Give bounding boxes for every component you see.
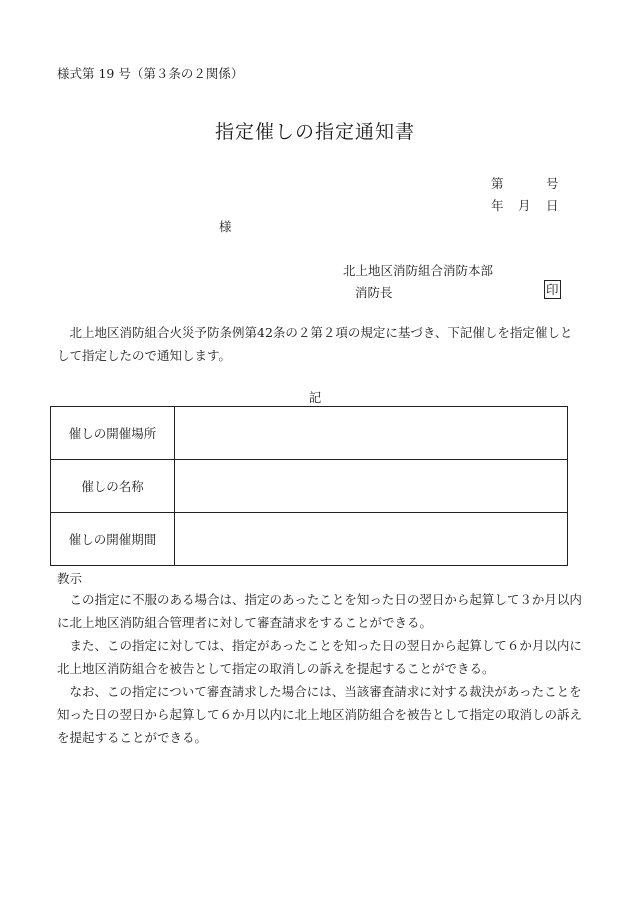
number-dai: 第 [491,176,504,191]
table-row [51,513,568,566]
issuer-chief: 消防長 [355,285,393,300]
number-go: 号 [546,176,559,191]
instruction-paragraph: また、この指定に対しては、指定があったことを知った日の翌日から起算して６か月以内に北上地区消防組合を被告として指定の取消しの訴えを提起することができる。 [57,638,582,676]
venue-label: 催しの開催場所 [51,407,175,460]
notice-body [57,321,577,367]
event-name-value [175,460,568,513]
ki-marker: 記 [308,390,322,405]
detail-table [50,406,568,566]
form-number: 様式第 19 号（第３条の２関係） [57,66,244,81]
document-title: 指定催しの指定通知書 [214,121,415,143]
event-period-label: 催しの開催期間 [51,513,175,566]
seal-mark: 印 [546,282,559,297]
instructions [57,588,582,749]
table-row [51,460,568,513]
instruction-paragraph: この指定に不服のある場合は、指定のあったことを知った日の翌日から起算して３か月以内に北上地区消防組合管理者に対して審査請求をすることができる。 [57,592,582,630]
notice-body-text: 北上地区消防組合火災予防条例第42条の２第２項の規定に基づき、下記催しを指定催しとして指定したので通知します。 [57,325,573,363]
venue-value [175,407,568,460]
instruction-paragraph: なお、この指定について審査請求した場合には、当該審査請求に対する裁決があったことを知った日の翌日から起算して６か月以内に北上地区消防組合を被告として指定の取消しの訴えを提起することができる。 [57,684,583,745]
event-period-value [175,513,568,566]
instruction-heading: 教示 [57,571,83,586]
date-month: 月 [518,198,531,213]
date-day: 日 [546,198,559,213]
addressee-suffix: 様 [219,219,232,234]
issuer-organization: 北上地区消防組合消防本部 [343,263,494,278]
event-name-label: 催しの名称 [51,460,175,513]
date-year: 年 [491,198,504,213]
table-row [51,407,568,460]
